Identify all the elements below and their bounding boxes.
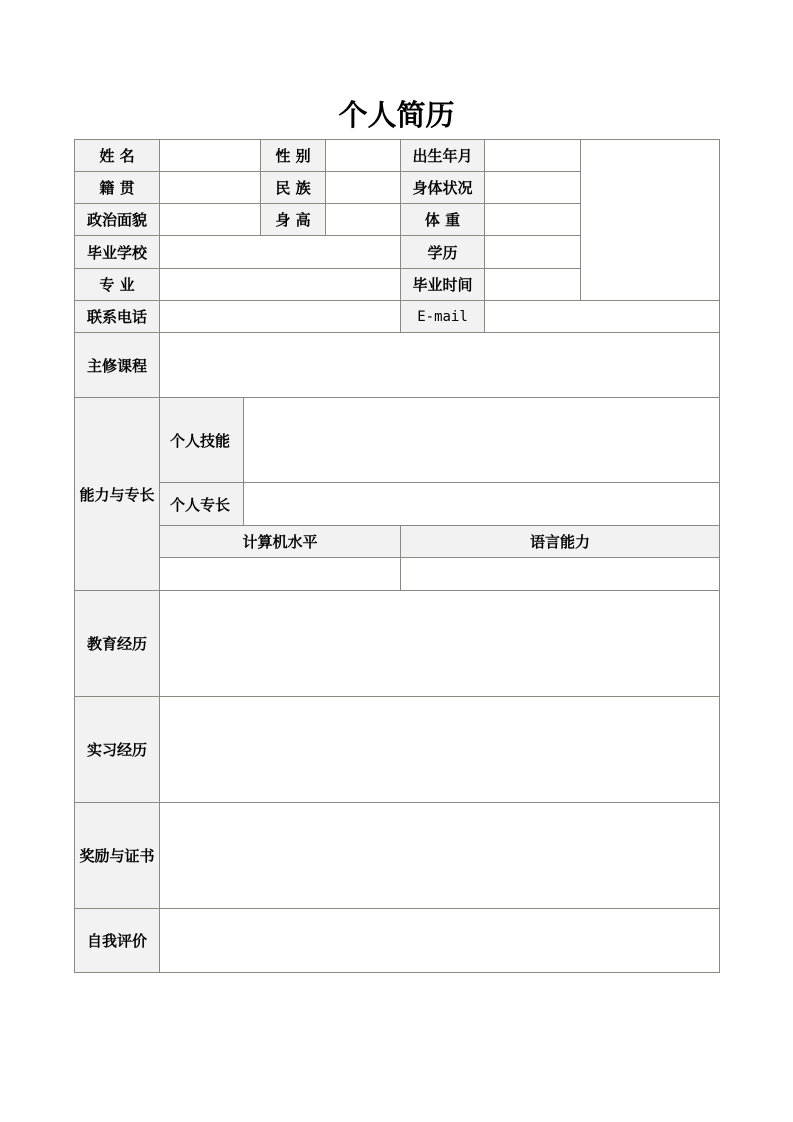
birth-label: 出生年月 [401, 140, 485, 172]
health-field[interactable] [485, 172, 581, 204]
weight-label: 体 重 [401, 204, 485, 236]
specialty-field[interactable] [244, 483, 720, 526]
phone-field[interactable] [160, 301, 401, 333]
graduation-time-label: 毕业时间 [401, 269, 485, 301]
name-field[interactable] [160, 140, 261, 172]
specialty-label: 个人专长 [160, 483, 244, 526]
resume-table [74, 139, 720, 973]
email-label: E-mail [401, 301, 485, 333]
graduation-time-field[interactable] [485, 269, 581, 301]
health-label: 身体状况 [401, 172, 485, 204]
gender-label: 性 别 [261, 140, 326, 172]
email-field[interactable] [485, 301, 720, 333]
native-place-field[interactable] [160, 172, 261, 204]
phone-label: 联系电话 [75, 301, 160, 333]
school-label: 毕业学校 [75, 236, 160, 269]
birth-field[interactable] [485, 140, 581, 172]
height-field[interactable] [326, 204, 401, 236]
native-place-label: 籍 贯 [75, 172, 160, 204]
internship-field[interactable] [160, 697, 720, 803]
photo-area[interactable] [581, 140, 720, 301]
courses-field[interactable] [160, 333, 720, 398]
self-evaluation-field[interactable] [160, 909, 720, 973]
page-title: 个人简历 [338, 98, 455, 132]
height-label: 身 高 [261, 204, 326, 236]
education-label: 教育经历 [75, 591, 160, 697]
major-label: 专 业 [75, 269, 160, 301]
abilities-label: 能力与专长 [75, 398, 160, 591]
computer-level-header: 计算机水平 [160, 526, 401, 558]
political-status-label: 政治面貌 [75, 204, 160, 236]
political-status-field[interactable] [160, 204, 261, 236]
degree-label: 学历 [401, 236, 485, 269]
ethnicity-field[interactable] [326, 172, 401, 204]
awards-label: 奖励与证书 [75, 803, 160, 909]
name-label: 姓 名 [75, 140, 160, 172]
ethnicity-label: 民 族 [261, 172, 326, 204]
courses-label: 主修课程 [75, 333, 160, 398]
degree-field[interactable] [485, 236, 581, 269]
language-ability-header: 语言能力 [401, 526, 720, 558]
weight-field[interactable] [485, 204, 581, 236]
language-ability-field[interactable] [401, 558, 720, 591]
major-field[interactable] [160, 269, 401, 301]
self-evaluation-label: 自我评价 [75, 909, 160, 973]
computer-level-field[interactable] [160, 558, 401, 591]
school-field[interactable] [160, 236, 401, 269]
education-field[interactable] [160, 591, 720, 697]
gender-field[interactable] [326, 140, 401, 172]
awards-field[interactable] [160, 803, 720, 909]
skills-label: 个人技能 [160, 398, 244, 483]
skills-field[interactable] [244, 398, 720, 483]
internship-label: 实习经历 [75, 697, 160, 803]
